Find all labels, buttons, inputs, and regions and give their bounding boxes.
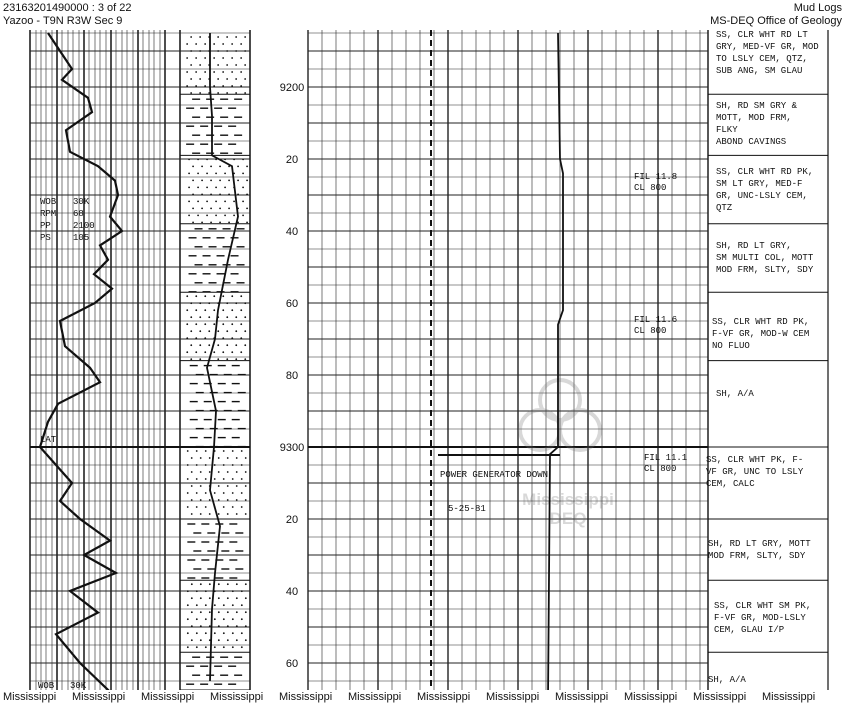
- depth-label: 40: [285, 226, 299, 238]
- lithology-description-line: NO FLUO: [712, 341, 750, 351]
- lithology-description-line: ABOND CAVINGS: [716, 137, 787, 147]
- lithology-description-line: SS, CLR WHT RD PK,: [716, 167, 814, 177]
- footer-state-label: Mississippi: [210, 691, 264, 703]
- lithology-description-line: SH, RD SM GRY &: [716, 101, 798, 111]
- watermark-line2: DEQ: [549, 509, 587, 528]
- lithology-description-line: VF GR, UNC TO LSLY: [706, 467, 804, 477]
- drill-param-value: 68: [73, 209, 84, 219]
- lithology-description-line: FLKY: [716, 125, 738, 135]
- lithology-description-line: F-VF GR, MOD-LSLY: [714, 613, 806, 623]
- lithology-description-line: SS, CLR WHT RD PK,: [712, 317, 810, 327]
- footer-watermark-strip: [0, 690, 847, 705]
- gas-reading-fil: FIL 11.1: [644, 453, 688, 463]
- drill-param-value: 105: [73, 233, 90, 243]
- agency-label: MS-DEQ Office of Geology: [710, 15, 842, 27]
- lithology-description-line: CEM, GLAU I/P: [714, 625, 785, 635]
- lithology-interval-ss: [187, 583, 247, 648]
- drill-param-key: PP: [40, 221, 51, 231]
- footer-state-label: Mississippi: [555, 691, 609, 703]
- bottom-param-key: WOB: [38, 681, 55, 690]
- depth-label: 60: [285, 658, 299, 670]
- lithology-interval-ss: [186, 36, 246, 94]
- footer-state-label: Mississippi: [141, 691, 195, 703]
- lithology-description-line: SUB ANG, SM GLAU: [716, 66, 803, 76]
- gas-reading-cl: CL 800: [644, 464, 677, 474]
- lithology-description-line: SH, A/A: [708, 675, 746, 685]
- footer-state-label: Mississippi: [3, 691, 57, 703]
- depth-label: 80: [285, 370, 299, 382]
- depth-label: 20: [285, 514, 299, 526]
- drill-param-value: 2100: [73, 221, 95, 231]
- depth-label: 9300: [279, 442, 305, 454]
- depth-label: 20: [285, 154, 299, 166]
- lithology-description-line: QTZ: [716, 203, 733, 213]
- lithology-description-line: SS, CLR WHT PK, F-: [706, 455, 804, 465]
- location-label: Yazoo - T9N R3W Sec 9: [3, 15, 123, 27]
- lithology-description-line: SH, A/A: [716, 389, 754, 399]
- document-type: Mud Logs: [793, 2, 842, 14]
- gas-reading-fil: FIL 11.6: [634, 315, 678, 325]
- lithology-description-line: GR, UNC-LSLY CEM,: [716, 191, 808, 201]
- lithology-description-line: CEM, CALC: [706, 479, 755, 489]
- lithology-interval-sh: [186, 657, 242, 684]
- footer-state-label: Mississippi: [693, 691, 747, 703]
- gas-reading-cl: CL 800: [634, 326, 667, 336]
- lithology-interval-ss: [188, 159, 248, 224]
- lat-label: LAT: [40, 435, 57, 445]
- bottom-param-value: 30K: [70, 681, 87, 690]
- lithology-description-line: F-VF GR, MOD-W CEM: [712, 329, 810, 339]
- lithology-description-line: MOD FRM, SLTY, SDY: [708, 551, 806, 561]
- lithology-description-line: MOD FRM, SLTY, SDY: [716, 265, 814, 275]
- lithology-interval-sh: [190, 366, 246, 447]
- footer-state-label: Mississippi: [624, 691, 678, 703]
- drill-param-key: PS: [40, 233, 51, 243]
- lithology-interval-sh: [186, 99, 242, 153]
- drill-param-key: WOB: [40, 197, 57, 207]
- lithology-description-line: MOTT, MOD FRM,: [716, 113, 792, 123]
- footer-state-label: Mississippi: [762, 691, 816, 703]
- depth-label: 60: [285, 298, 299, 310]
- lithology-description-line: TO LSLY CEM, QTZ,: [716, 54, 808, 64]
- footer-state-label: Mississippi: [72, 691, 126, 703]
- lithology-description-line: SM LT GRY, MED-F: [716, 179, 803, 189]
- document-id: 23163201490000 : 3 of 22: [3, 2, 132, 14]
- footer-state-label: Mississippi: [279, 691, 333, 703]
- drill-param-value: 30K: [73, 197, 90, 207]
- lithology-description-line: SH, RD LT GRY, MOTT: [708, 539, 811, 549]
- lithology-interval-sh: [189, 229, 245, 292]
- lithology-description-line: SS, CLR WHT RD LT: [716, 30, 808, 40]
- gas-reading-fil: FIL 11.8: [634, 172, 678, 182]
- lithology-description-line: SH, RD LT GRY,: [716, 241, 792, 251]
- lithology-description-line: SM MULTI COL, MOTT: [716, 253, 814, 263]
- power-generator-note: POWER GENERATOR DOWN: [440, 470, 549, 480]
- gas-reading-cl: CL 800: [634, 183, 667, 193]
- lithology-interval-ss: [187, 450, 247, 515]
- depth-label: 9200: [279, 82, 305, 94]
- depth-label: 40: [285, 586, 299, 598]
- log-grid: [30, 30, 828, 690]
- footer-state-label: Mississippi: [417, 691, 471, 703]
- watermark-line1: Mississippi: [522, 490, 614, 509]
- lithology-description-line: SS, CLR WHT SM PK,: [714, 601, 812, 611]
- footer-state-label: Mississippi: [486, 691, 540, 703]
- lithology-description-line: GRY, MED-VF GR, MOD: [716, 42, 819, 52]
- drill-param-key: RPM: [40, 209, 57, 219]
- footer-state-label: Mississippi: [348, 691, 402, 703]
- date-note: 5-25-81: [448, 504, 486, 514]
